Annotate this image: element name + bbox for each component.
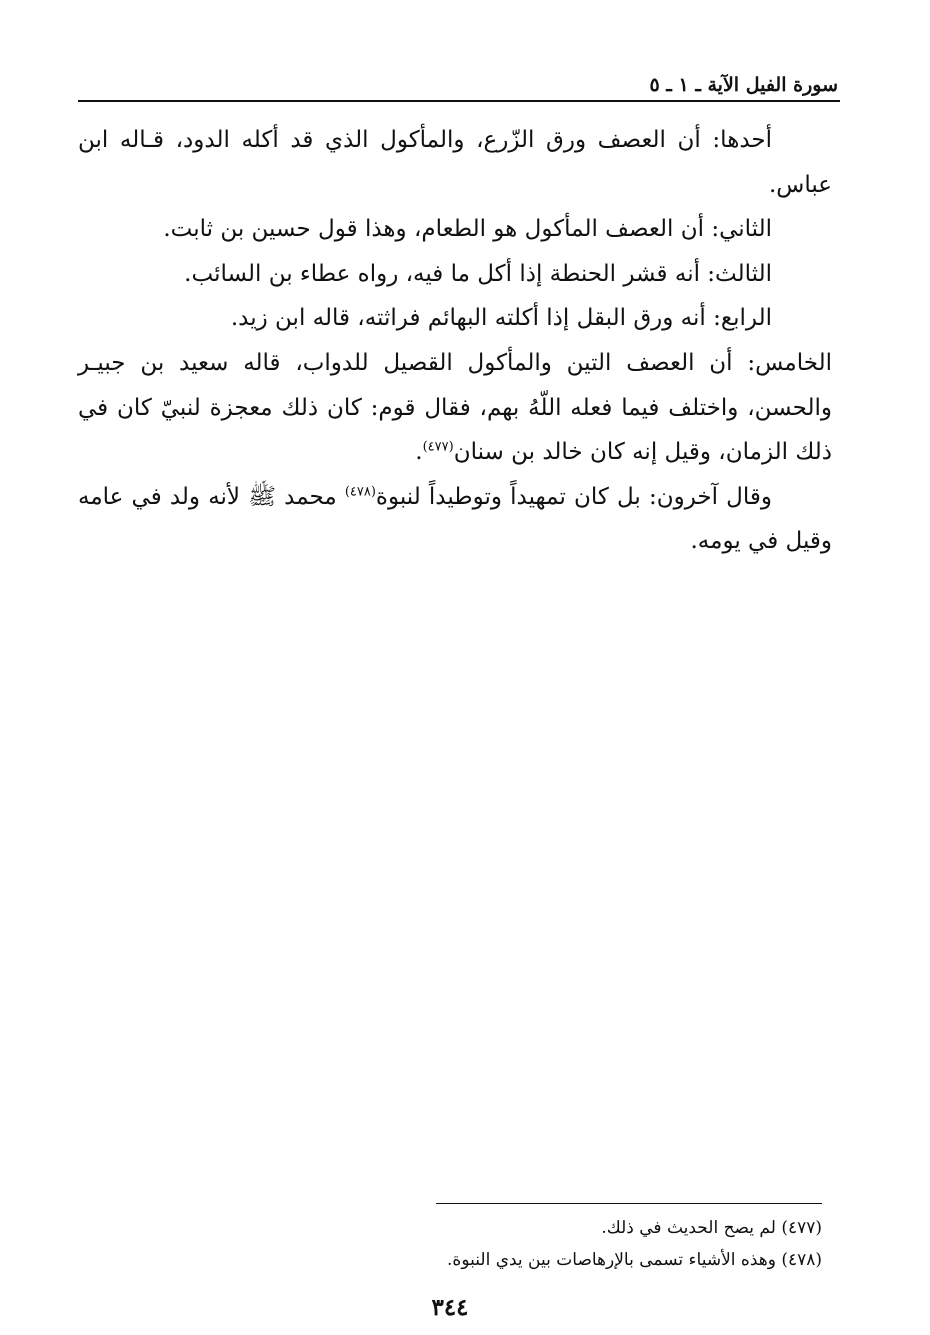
main-text bbox=[78, 118, 832, 564]
paragraph-text: أحدها: أن العصف ورق الزّرع، والمأكول الذي قد أكله الدود، قـاله ابن عباس. bbox=[78, 127, 832, 198]
paragraph-fifth bbox=[78, 341, 832, 475]
footnote-reference: (٤٧٨) bbox=[344, 484, 376, 500]
paragraph-sixth bbox=[78, 475, 832, 564]
header-rule bbox=[78, 100, 840, 102]
footnote: (٤٧٧) لم يصح الحديث في ذلك. bbox=[601, 1218, 822, 1238]
paragraph-text: الثالث: أنه قشر الحنطة إذا أكل ما فيه، رواه عطاء بن السائب. bbox=[184, 260, 772, 287]
paragraph-text: وقال آخرون: بل كان تمهيداً وتوطيداً لنبوة bbox=[375, 483, 772, 510]
paragraph-text-tail: محمد ﷺ لأنه ولد في عامه وقيل في يومه. bbox=[78, 483, 832, 555]
paragraph-fourth bbox=[78, 296, 832, 341]
footnote: (٤٧٨) وهذه الأشياء تسمى بالإرهاصات بين يدي النبوة. bbox=[447, 1250, 822, 1270]
paragraph-text: الرابع: أنه ورق البقل إذا أكلته البهائم فراثته، قاله ابن زيد. bbox=[230, 305, 772, 332]
paragraph-second bbox=[78, 207, 832, 252]
footnotes bbox=[202, 1212, 822, 1276]
footnote-rule bbox=[436, 1203, 822, 1204]
running-title: سورة الفيل الآية ـ ١ ـ ٥ bbox=[649, 74, 838, 96]
paragraph-first bbox=[78, 118, 832, 207]
paragraph-text: الخامس: أن العصف التين والمأكول القصيل للدواب، قاله سعيد بن جبيـر والحسن، واختلف فيما فعله اللّهُ بهم، فقال قوم: كان ذلك معجزة لنبيّ كان في ذلك الزمان، وقيل إنه كان خالد بن سنان bbox=[78, 349, 832, 466]
footnote-reference: (٤٧٧) bbox=[422, 439, 454, 455]
paragraph-text: الثاني: أن العصف المأكول هو الطعام، وهذا قول حسين بن ثابت. bbox=[163, 216, 772, 243]
paragraph-text-tail: . bbox=[415, 439, 423, 466]
paragraph-third bbox=[78, 252, 832, 297]
page-number: ٣٤٤ bbox=[431, 1294, 469, 1321]
